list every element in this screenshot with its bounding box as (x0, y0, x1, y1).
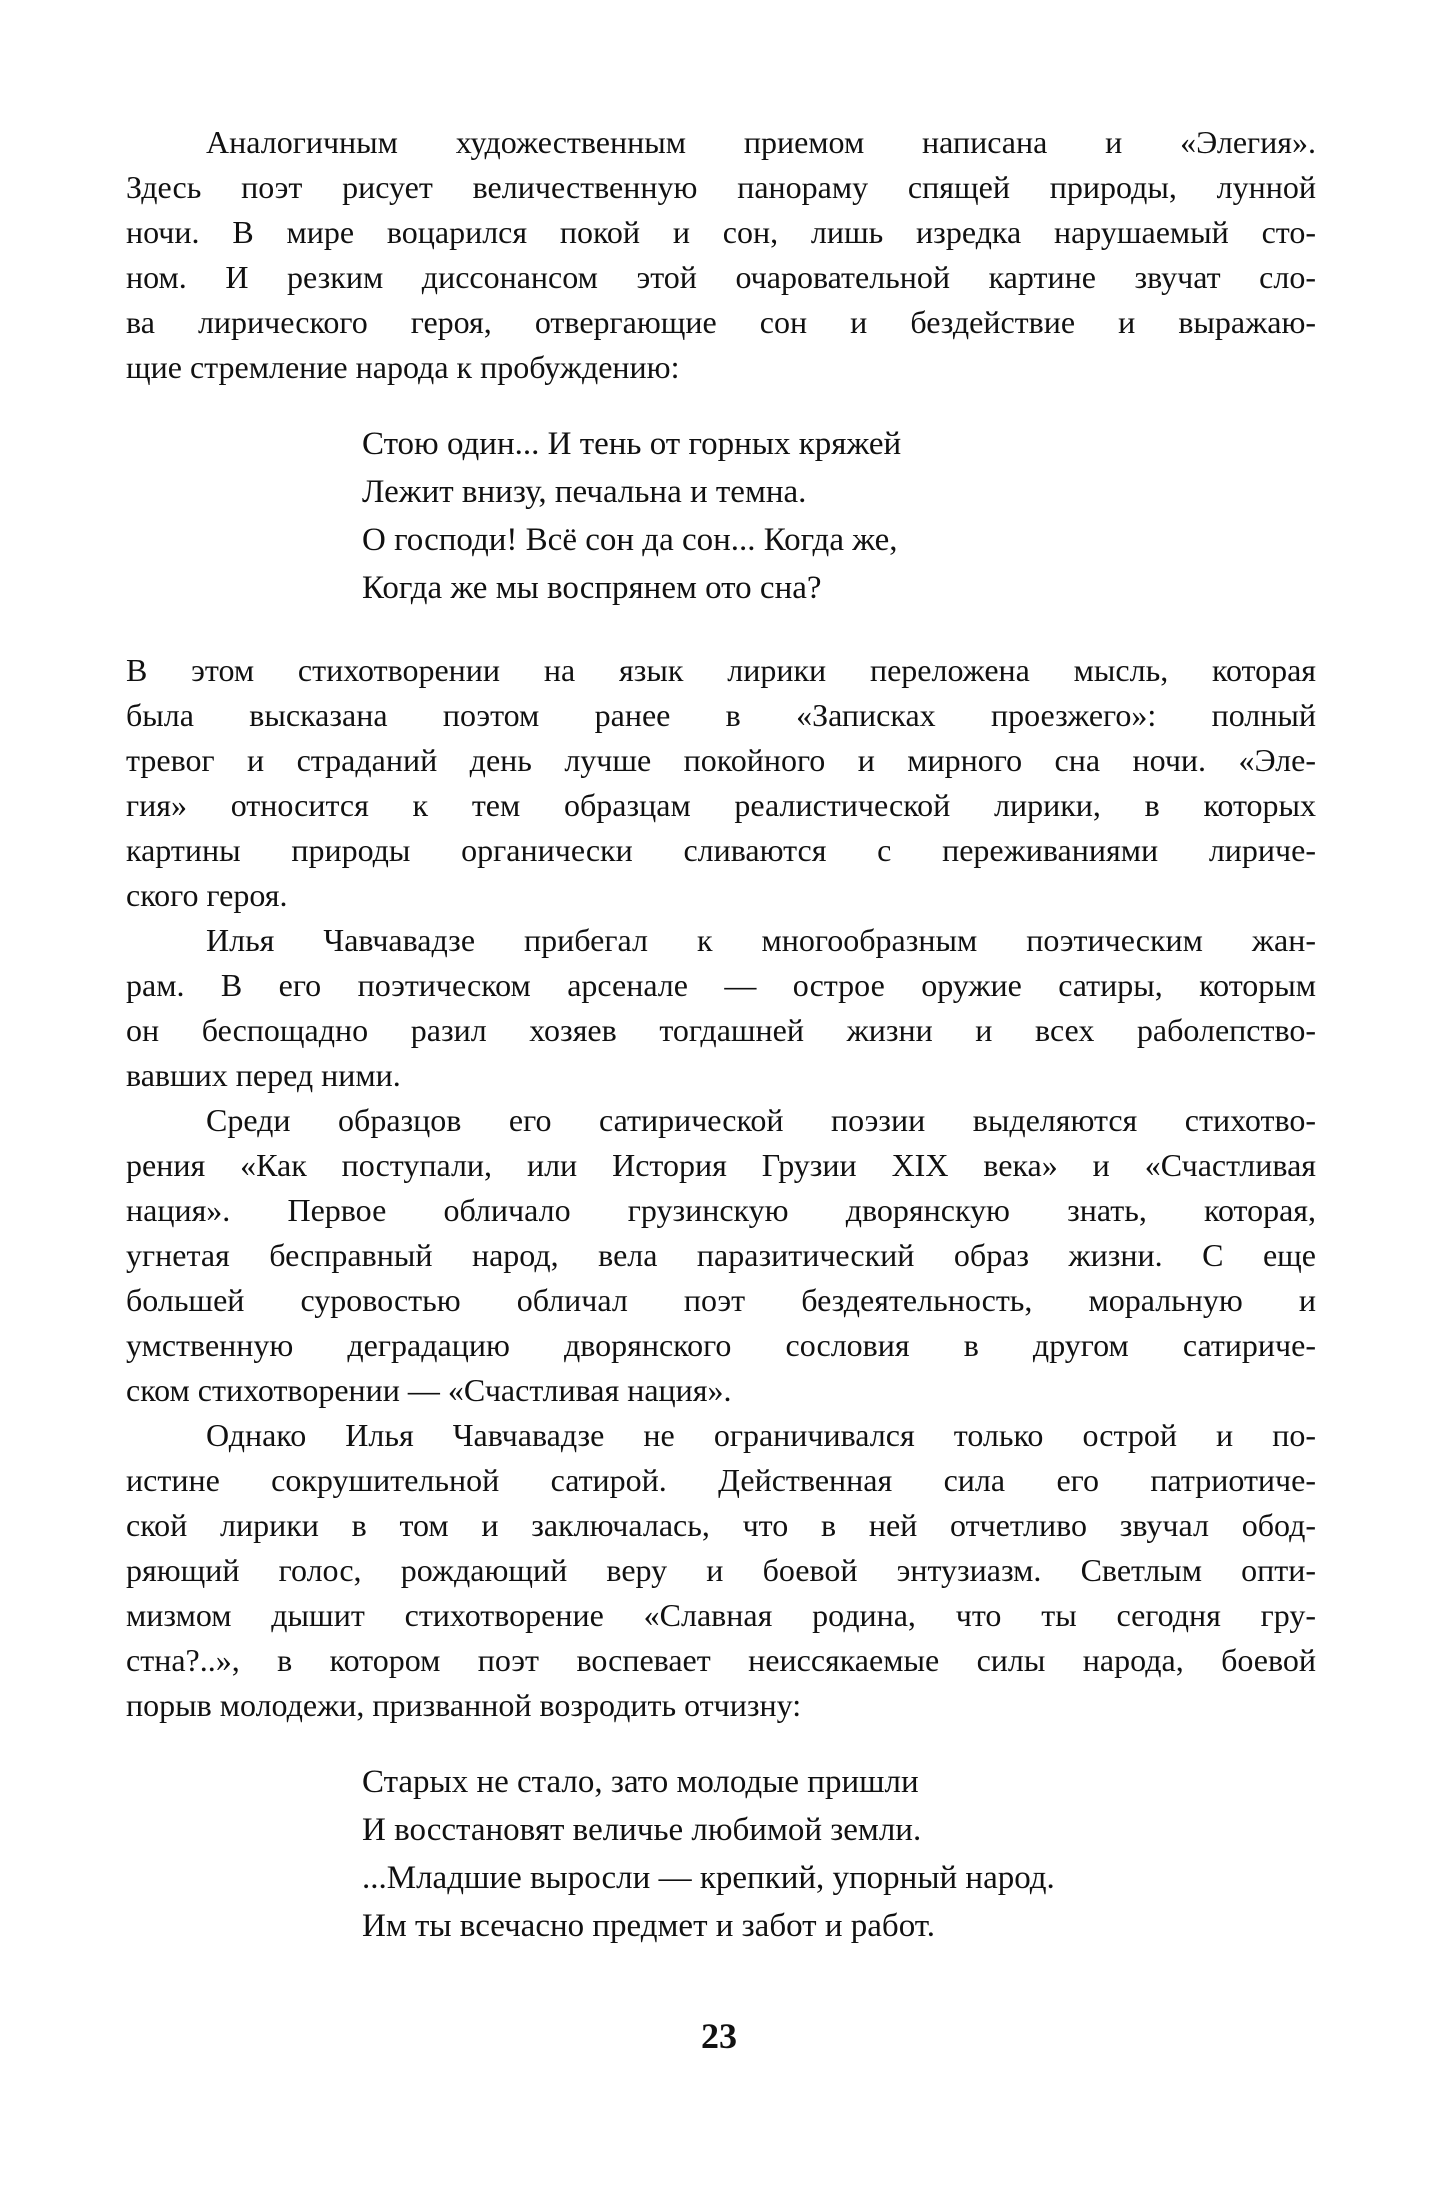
paragraph-5 (126, 1413, 1316, 1728)
poem-quote-glorious-homeland (126, 1758, 1316, 1950)
page-body (126, 120, 1316, 1950)
text-line: Аналогичным художественным приемом написана и «Элегия». (206, 124, 1316, 160)
text-line: истине сокрушительной сатирой. Действенная сила его патриотиче- (126, 1462, 1316, 1498)
text-line: умственную деградацию дворянского сословия в другом сатириче- (126, 1327, 1316, 1363)
verse-line: Старых не стало, зато молодые пришли (362, 1764, 919, 1800)
text-line: ском стихотворении — «Счастливая нация». (126, 1372, 732, 1408)
text-line: рения «Как поступали, или История Грузии XIX века» и «Счастливая (126, 1147, 1316, 1183)
verse-line: Стою один... И тень от горных кряжей (362, 426, 902, 462)
paragraph-2 (126, 648, 1316, 918)
text-line: ряющий голос, рождающий веру и боевой энтузиазм. Светлым опти- (126, 1552, 1316, 1588)
text-line: ской лирики в том и заключалась, что в ней отчетливо звучал обод- (126, 1507, 1316, 1543)
paragraph-1 (126, 120, 1316, 390)
text-line: была высказана поэтом ранее в «Записках проезжего»: полный (126, 697, 1316, 733)
text-line: тревог и страданий день лучше покойного и мирного сна ночи. «Эле- (126, 742, 1316, 778)
text-line: щие стремление народа к пробуждению: (126, 349, 680, 385)
text-line: стна?..», в котором поэт воспевает неиссякаемые силы народа, боевой (126, 1642, 1316, 1678)
verse-line: О господи! Всё сон да сон... Когда же, (362, 522, 898, 558)
text-line: рам. В его поэтическом арсенале — острое оружие сатиры, которым (126, 967, 1316, 1003)
page-number: 23 (701, 2016, 737, 2056)
text-line: он беспощадно разил хозяев тогдашней жизни и всех раболепство- (126, 1012, 1316, 1048)
text-line: угнетая бесправный народ, вела паразитический образ жизни. С еще (126, 1237, 1316, 1273)
verse-line: Им ты всечасно предмет и забот и работ. (362, 1908, 935, 1944)
text-line: ночи. В мире воцарился покой и сон, лишь изредка нарушаемый сто- (126, 214, 1316, 250)
text-line: Здесь поэт рисует величественную панораму спящей природы, лунной (126, 169, 1316, 205)
text-line: гия» относится к тем образцам реалистической лирики, в которых (126, 787, 1316, 823)
text-line: нация». Первое обличало грузинскую дворянскую знать, которая, (126, 1192, 1316, 1228)
text-line: ном. И резким диссонансом этой очаровательной картине звучат сло- (126, 259, 1316, 295)
verse-line: Лежит внизу, печальна и темна. (362, 474, 807, 510)
paragraph-3 (126, 918, 1316, 1098)
text-line: картины природы органически сливаются с переживаниями лириче- (126, 832, 1316, 868)
verse-line: Когда же мы воспрянем ото сна? (362, 570, 822, 606)
text-line: вавших перед ними. (126, 1057, 401, 1093)
text-line: большей суровостью обличал поэт бездеятельность, моральную и (126, 1282, 1316, 1318)
verse-line: И восстановят величье любимой земли. (362, 1812, 922, 1848)
paragraph-4 (126, 1098, 1316, 1413)
verse-line: ...Младшие выросли — крепкий, упорный народ. (362, 1860, 1055, 1896)
text-line: Среди образцов его сатирической поэзии выделяются стихотво- (206, 1102, 1316, 1138)
text-line: ского героя. (126, 877, 288, 913)
text-line: Илья Чавчавадзе прибегал к многообразным поэтическим жан- (206, 922, 1316, 958)
text-line: порыв молодежи, призванной возродить отчизну: (126, 1687, 802, 1723)
poem-quote-elegy (126, 420, 1316, 612)
text-line: Однако Илья Чавчавадзе не ограничивался только острой и по- (206, 1417, 1316, 1453)
text-line: мизмом дышит стихотворение «Славная родина, что ты сегодня гру- (126, 1597, 1316, 1633)
text-line: В этом стихотворении на язык лирики переложена мысль, которая (126, 652, 1316, 688)
text-line: ва лирического героя, отвергающие сон и бездействие и выражаю- (126, 304, 1316, 340)
